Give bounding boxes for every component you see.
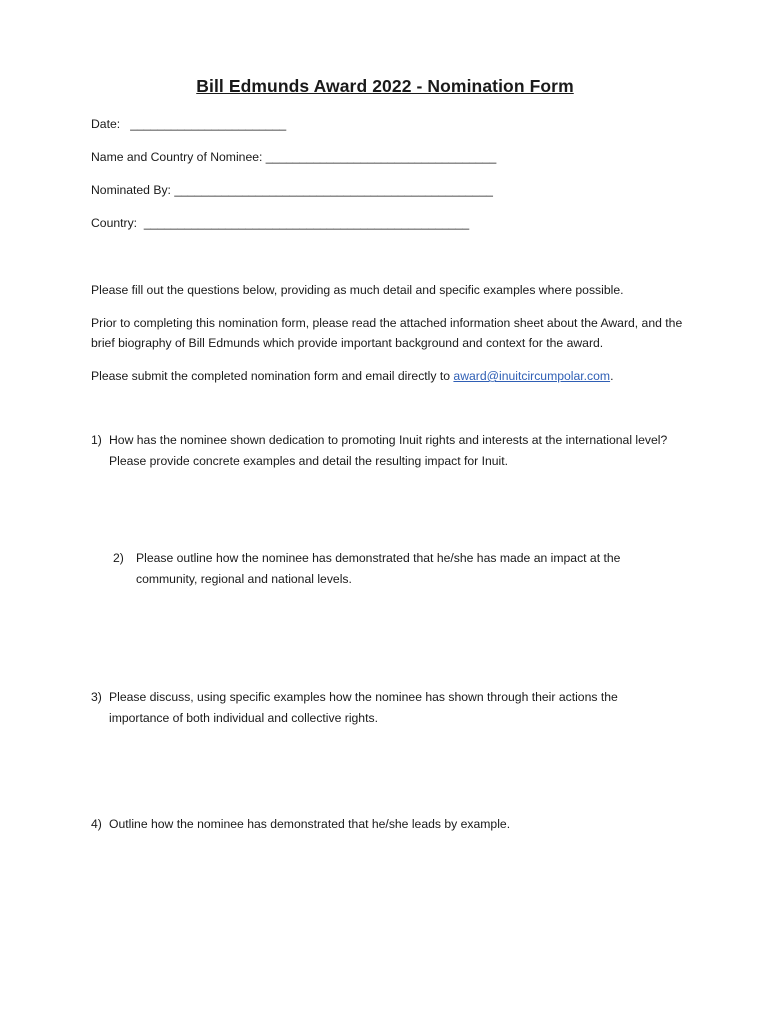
country-field[interactable] xyxy=(91,216,469,230)
country-label: Country: xyxy=(91,216,138,230)
date-field[interactable] xyxy=(91,117,286,131)
question-4 xyxy=(91,814,651,835)
question-2 xyxy=(113,548,653,590)
instruction-fill-out: Please fill out the questions below, providing as much detail and specific examples where possible. xyxy=(91,283,624,297)
nominee-blank: __________________________________ xyxy=(262,150,497,164)
email-link[interactable]: award@inuitcircumpolar.com xyxy=(453,369,611,383)
form-title: Bill Edmunds Award 2022 - Nomination Form xyxy=(196,76,574,96)
nominated-by-blank: _______________________________________________ xyxy=(170,183,493,197)
question-4-number: 4) xyxy=(91,817,102,831)
question-4-text: Outline how the nominee has demonstrated that he/she leads by example. xyxy=(109,817,511,831)
nominee-field[interactable] xyxy=(91,150,496,164)
date-blank: _______________________ xyxy=(120,117,287,131)
instruction-submit xyxy=(91,366,691,386)
date-label: Date: xyxy=(91,117,121,131)
question-3-number: 3) xyxy=(91,690,102,704)
nominated-by-field[interactable] xyxy=(91,183,493,197)
question-3-text: Please discuss, using specific examples how the nominee has shown through their actions the importance of both individual and collective rights. xyxy=(109,690,618,725)
question-2-number: 2) xyxy=(113,551,124,565)
submit-text: Please submit the completed nomination form and email directly to xyxy=(91,369,454,383)
question-1-text: How has the nominee shown dedication to promoting Inuit rights and interests at the international level? Please provide concrete examples and detail the resulting impact for Inuit. xyxy=(109,433,668,468)
question-1 xyxy=(91,430,681,472)
nominee-label: Name and Country of Nominee: xyxy=(91,150,263,164)
question-2-text: Please outline how the nominee has demonstrated that he/she has made an impact at the community, regional and national levels. xyxy=(136,551,621,586)
question-1-number: 1) xyxy=(91,433,102,447)
submit-period: . xyxy=(610,369,614,383)
country-blank: ________________________________________________ xyxy=(137,216,470,230)
instruction-read-first: Prior to completing this nomination form, please read the attached information sheet about the Award, and the brief biography of Bill Edmunds which provide important background and context for the award. xyxy=(91,316,683,350)
nominated-by-label: Nominated By: xyxy=(91,183,171,197)
question-3 xyxy=(91,687,651,729)
